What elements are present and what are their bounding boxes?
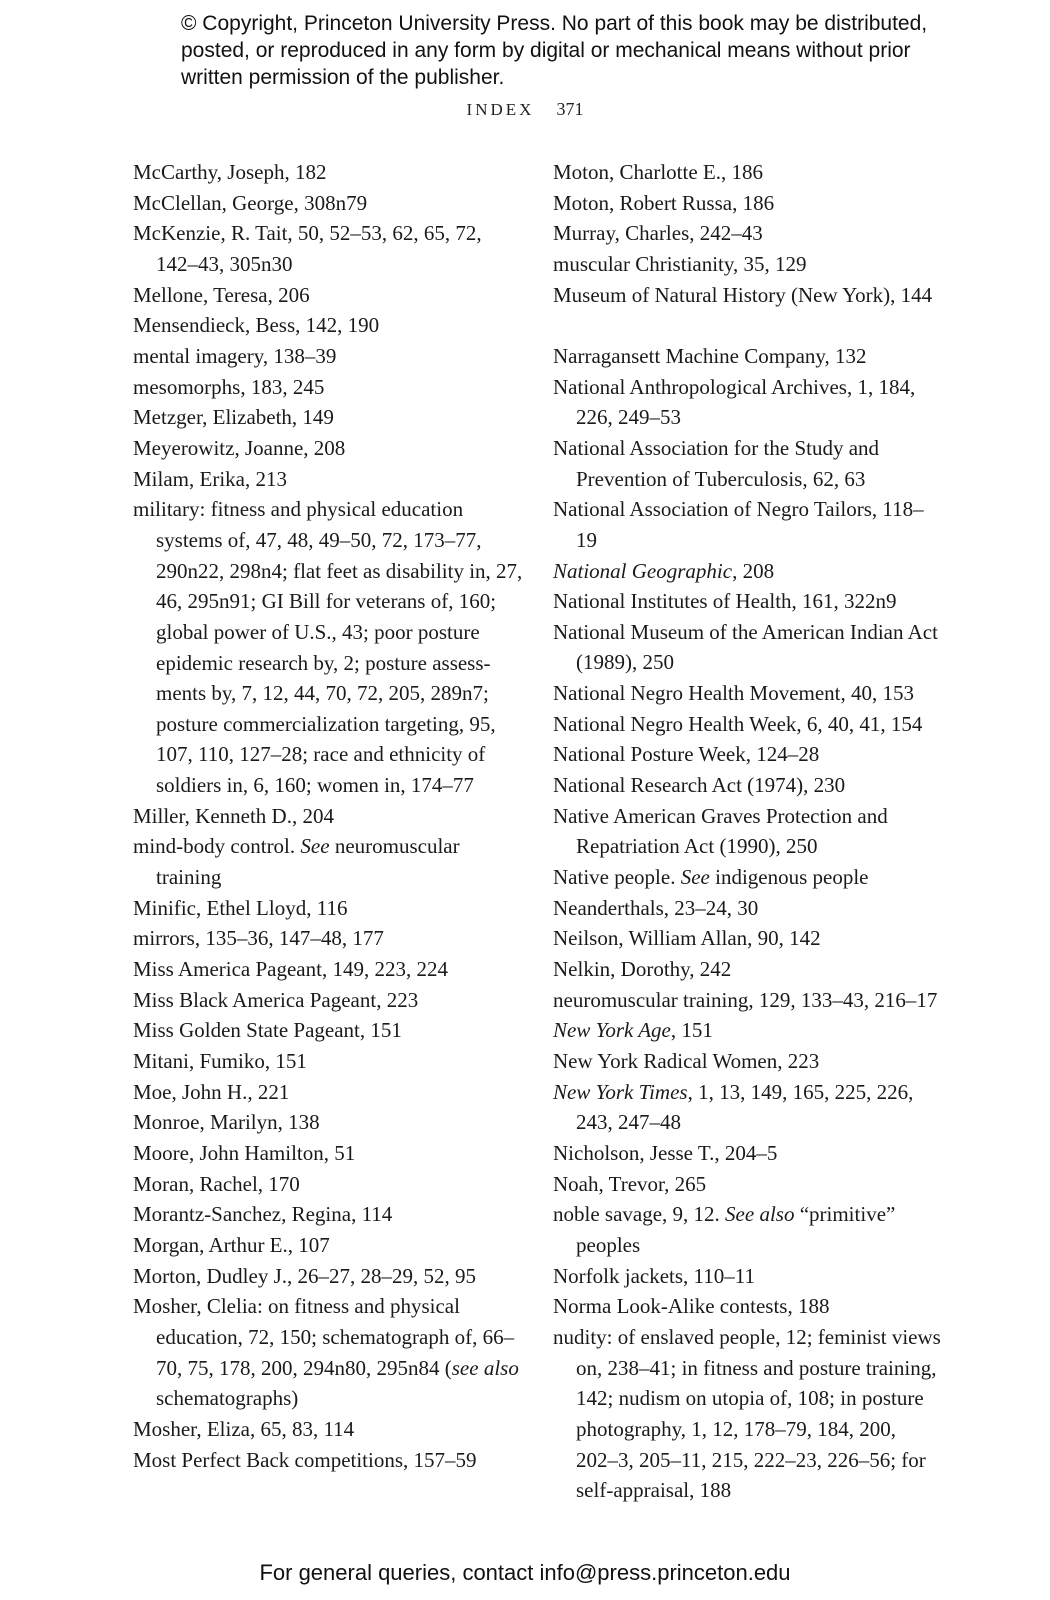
index-entry-text: Nelkin, Dorothy, 242 [553, 957, 732, 982]
index-entry-text: Native American Graves Protection and Repatriation Act (1990), 250 [553, 803, 888, 859]
index-entry [133, 1261, 523, 1292]
index-entry-text: Moton, Robert Russa, 186 [553, 190, 775, 215]
index-entry-italic: See also [725, 1202, 795, 1227]
index-entry-text: Moran, Rachel, 170 [133, 1171, 300, 1196]
index-entry-text: Morantz-Sanchez, Regina, 114 [133, 1202, 393, 1227]
index-entry-text: Mosher, Clelia: on fitness and physical education, 72, 150; schematograph of, 66–70, 75, 178, 200, 294n80, 295n84 ( [133, 1294, 515, 1380]
index-entry [553, 1291, 943, 1322]
index-entry-text: Narragansett Machine Company, 132 [553, 343, 867, 368]
index-entry-text: Miss America Pageant, 149, 223, 224 [133, 957, 448, 982]
index-entry-text: Most Perfect Back competitions, 157–59 [133, 1447, 477, 1472]
index-entry-text: indigenous people [709, 865, 869, 890]
index-entry [553, 188, 943, 219]
index-entry-text: National Research Act (1974), 230 [553, 773, 846, 798]
index-entry-text: National Negro Health Movement, 40, 153 [553, 681, 914, 706]
index-entry-text: National Anthropological Archives, 1, 184, 226, 249–53 [553, 374, 916, 430]
index-entry-text: Metzger, Elizabeth, 149 [133, 405, 334, 430]
index-entry-text: Moton, Charlotte E., 186 [553, 160, 763, 184]
index-entry-text: Nicholson, Jesse T., 204–5 [553, 1140, 778, 1165]
index-entry [553, 1261, 943, 1292]
index-entry [133, 1077, 523, 1108]
index-entry-text: , 208 [732, 558, 775, 583]
index-entry-text: mind-body control. [133, 834, 301, 859]
index-entry [133, 372, 523, 403]
index-entry [553, 801, 943, 862]
index-entry [553, 372, 943, 433]
index-entry-text: Miss Golden State Pageant, 151 [133, 1018, 402, 1043]
index-entry [133, 923, 523, 954]
index-entry [133, 831, 523, 892]
index-entry-text: Milam, Erika, 213 [133, 466, 287, 491]
index-entry [133, 402, 523, 433]
index-entry-text: mirrors, 135–36, 147–48, 177 [133, 926, 384, 951]
index-entry-text: Neilson, William Allan, 90, 142 [553, 926, 821, 951]
index-entry-italic: see also [451, 1355, 519, 1380]
index-entry-text: McCarthy, Joseph, 182 [133, 160, 327, 184]
index-entry-italic: See [300, 834, 330, 859]
index-entry [133, 801, 523, 832]
contact-footer: For general queries, contact info@press.princeton.edu [259, 1560, 791, 1585]
index-entry-text: Mitani, Fumiko, 151 [133, 1049, 307, 1074]
index-entry [553, 1077, 943, 1138]
index-entry [553, 1138, 943, 1169]
index-entry-text: “primitive” peoples [576, 1202, 896, 1257]
index-entry-text: National Museum of the American Indian Act (1989), 250 [553, 619, 938, 675]
index-entry [553, 770, 943, 801]
index-entry [553, 218, 943, 249]
index-entry-text: Norma Look-Alike contests, 188 [553, 1294, 830, 1319]
index-entry [133, 1199, 523, 1230]
index-entry [133, 218, 523, 279]
index-entry [133, 433, 523, 464]
index-entry [553, 433, 943, 494]
index-column-right [553, 157, 943, 1506]
index-entry [553, 1169, 943, 1200]
index-entry [133, 1138, 523, 1169]
index-entry [553, 709, 943, 740]
index-entry-text: Meyerowitz, Joanne, 208 [133, 435, 346, 460]
index-entry [133, 280, 523, 311]
index-entry [133, 157, 523, 188]
index-entry [133, 985, 523, 1016]
index-entry [133, 1445, 523, 1476]
index-entry-text: , 151 [670, 1018, 713, 1043]
index-entry-text: Norfolk jackets, 110–11 [553, 1263, 755, 1288]
index-entry-text: McKenzie, R. Tait, 50, 52–53, 62, 65, 72, 142–43, 305n30 [133, 221, 482, 276]
index-entry [553, 1199, 943, 1260]
index-entry [133, 341, 523, 372]
index-entry-text: muscular Christianity, 35, 129 [553, 251, 807, 276]
index-entry [553, 494, 943, 555]
index-entry-text: National Institutes of Health, 161, 322n9 [553, 589, 897, 614]
index-entry-text: mesomorphs, 183, 245 [133, 374, 325, 399]
running-head [0, 99, 1050, 120]
index-entry [553, 1322, 943, 1506]
index-entry-text: Native people. [553, 865, 681, 890]
index-entry-text: Minific, Ethel Lloyd, 116 [133, 895, 348, 920]
index-entry [553, 862, 943, 893]
index-entry-text: McClellan, George, 308n79 [133, 190, 368, 215]
index-entry [133, 188, 523, 219]
index-entry [553, 1046, 943, 1077]
index-entry-text: , 1, 13, 149, 165, 225, 226, 243, 247–48 [576, 1079, 914, 1135]
index-entry-italic: New York Age [553, 1018, 671, 1043]
index-entry [133, 494, 523, 801]
index-entry-text: Neanderthals, 23–24, 30 [553, 895, 759, 920]
index-entry [133, 1169, 523, 1200]
index-entry [553, 923, 943, 954]
index-entry [133, 1414, 523, 1445]
index-entry-text: Noah, Trevor, 265 [553, 1171, 707, 1196]
index-entry-italic: New York Times [553, 1079, 688, 1104]
index-entry-text: National Association for the Study and Prevention of Tuberculosis, 62, 63 [553, 435, 880, 491]
index-entry [553, 586, 943, 617]
index-entry-text: Morgan, Arthur E., 107 [133, 1232, 330, 1257]
index-entry [553, 985, 943, 1016]
page-number: 371 [556, 99, 584, 119]
index-entry-text: Mensendieck, Bess, 142, 190 [133, 313, 380, 338]
index-entry-text: National Association of Negro Tailors, 118–19 [553, 497, 924, 552]
index-entry-text: New York Radical Women, 223 [553, 1049, 820, 1074]
index-entry [553, 617, 943, 678]
index-entry-text: Murray, Charles, 242–43 [553, 221, 763, 246]
index-entry-text: noble savage, 9, 12. [553, 1202, 726, 1227]
index-entry-text: Moore, John Hamilton, 51 [133, 1141, 356, 1165]
index-title: INDEX [466, 100, 535, 119]
copyright-notice: © Copyright, Princeton University Press. No part of this book may be distributed, posted, or reproduced in any form by digital or mechanical means without prior written permission of the publisher. [181, 12, 928, 89]
index-entry [553, 556, 943, 587]
index-entry-text: nudity: of enslaved people, 12; feminist views on, 238–41; in fitness and posture training, 142; nudism on utopia of, 108; in posture photography, 1, 12, 178–79, 184, 200, 202–3, 205–11, 215, 222–23, 226–56; for self-appraisal, 188 [553, 1324, 941, 1503]
index-entry [553, 1015, 943, 1046]
index-entry-text: neuromuscular training [156, 834, 460, 890]
index-entry [553, 280, 943, 311]
index-entry-text: Monroe, Marilyn, 138 [133, 1110, 320, 1135]
index-entry-text: Morton, Dudley J., 26–27, 28–29, 52, 95 [133, 1263, 476, 1288]
index-entry-text: neuromuscular training, 129, 133–43, 216–17 [553, 987, 938, 1012]
index-entry [133, 1291, 523, 1414]
index-entry-italic: National Geographic [553, 558, 733, 583]
index-entry-text: National Negro Health Week, 6, 40, 41, 154 [553, 711, 923, 736]
index-entry-text: military: fitness and physical education systems of, 47, 48, 49–50, 72, 173–77, 290n22, 298n4; flat feet as disability in, 27, 46, 295n91; GI Bill for veterans of, 160; global power of U.S., 43; poor posture epidemic research by, 2; posture assessments by, 7, 12, 44, 70, 72, 205, 289n7; posture commercialization targeting, 95, 107, 110, 127–28; race and ethnicity of soldiers in, 6, 160; women in, 174–77 [133, 497, 523, 798]
index-entry [553, 341, 943, 372]
index-entry [133, 893, 523, 924]
index-entry-text: Mellone, Teresa, 206 [133, 282, 310, 307]
index-entry [553, 678, 943, 709]
index-entry [553, 739, 943, 770]
index-entry-italic: See [680, 865, 710, 890]
index-entry-text: Museum of Natural History (New York), 144 [553, 282, 933, 307]
index-column-left [133, 157, 523, 1475]
index-entry-text: National Posture Week, 124–28 [553, 742, 820, 767]
index-entry [553, 157, 943, 188]
index-entry [553, 954, 943, 985]
index-entry-text: Mosher, Eliza, 65, 83, 114 [133, 1416, 355, 1441]
index-entry-text: schematographs) [156, 1386, 299, 1411]
index-entry [133, 954, 523, 985]
index-entry-text: Moe, John H., 221 [133, 1079, 290, 1104]
index-entry [133, 464, 523, 495]
index-entry-text: mental imagery, 138–39 [133, 343, 337, 368]
index-entry [133, 1230, 523, 1261]
index-entry [133, 310, 523, 341]
index-entry [553, 249, 943, 280]
index-entry [133, 1015, 523, 1046]
index-entry-text: Miller, Kenneth D., 204 [133, 803, 334, 828]
index-entry-text: Miss Black America Pageant, 223 [133, 987, 419, 1012]
index-entry [133, 1046, 523, 1077]
index-entry [553, 893, 943, 924]
index-entry [133, 1107, 523, 1138]
